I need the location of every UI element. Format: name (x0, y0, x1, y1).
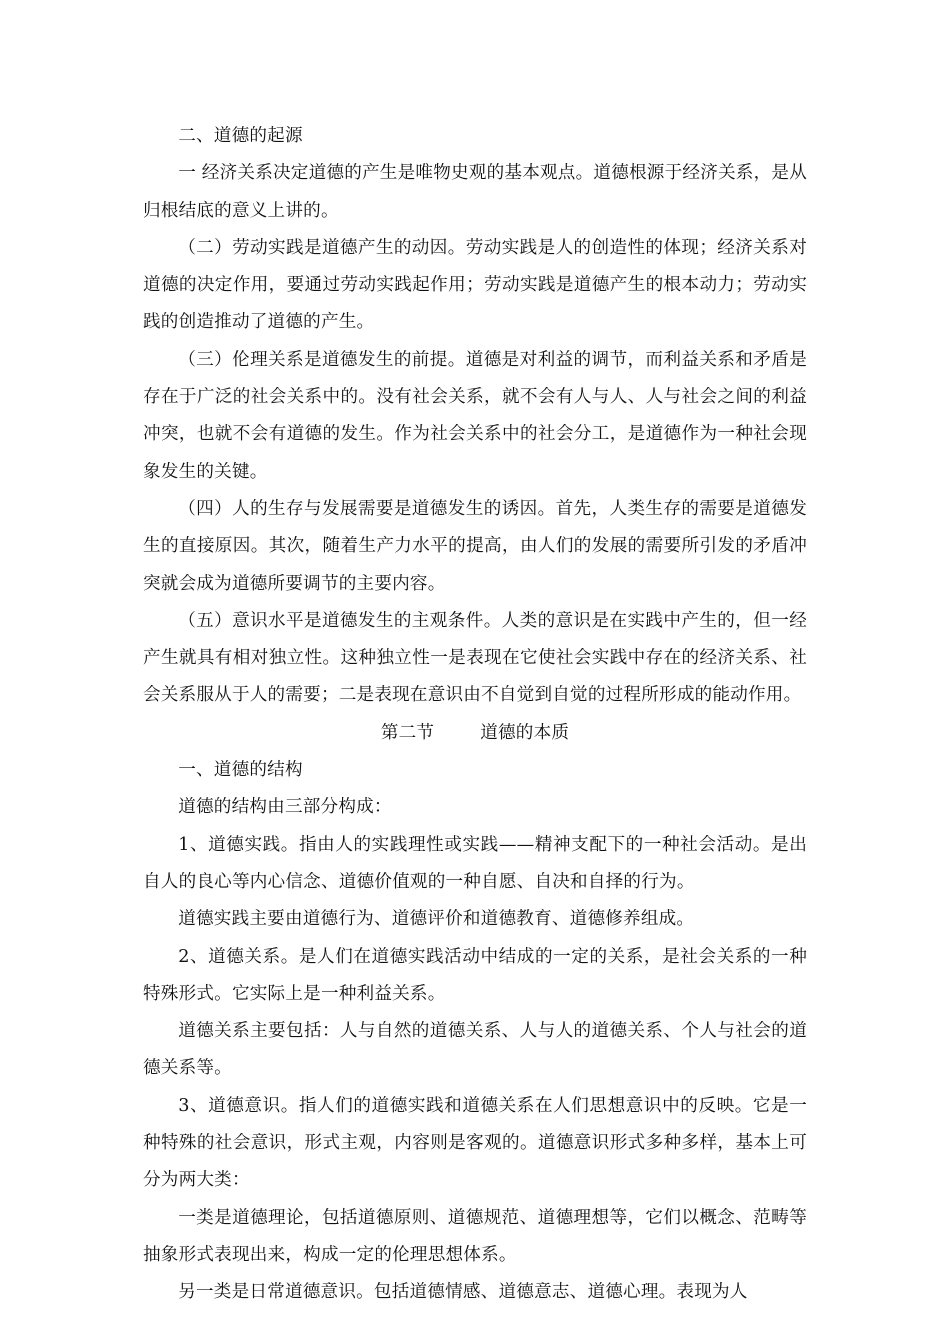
paragraph-moral-relations: 2、道德关系。是人们在道德实践活动中结成的一定的关系，是社会关系的一种特殊形式。它实际上是一种利益关系。 (143, 946, 807, 1004)
paragraph-survival-development: （四）人的生存与发展需要是道德发生的诱因。首先，人类生存的需要是道德发生的直接原因。其次，随着生产力水平的提高，由人们的发展的需要所引发的矛盾冲突就会成为道德所要调节的主要内容。 (143, 498, 807, 594)
paragraph-ethical-relations: （三）伦理关系是道德发生的前提。道德是对利益的调节，而利益关系和矛盾是存在于广泛的社会关系中的。没有社会关系，就不会有人与人、人与社会之间的利益冲突，也就不会有道德的发生。作为社会关系中的社会分工，是道德作为一种社会现象发生的关键。 (143, 349, 807, 482)
paragraph-structure-intro: 道德的结构由三部分构成： (178, 797, 392, 818)
section-title: 道德的本质 (480, 722, 570, 743)
section-number: 第二节 (380, 722, 435, 743)
paragraph-consciousness-level: （五）意识水平是道德发生的主观条件。人类的意识是在实践中产生的，但一经产生就具有相对独立性。这种独立性一是表现在它使社会实践中存在的经济关系、社会关系服从于人的需要；二是表现在意识由不自觉到自觉的过程所形成的能动作用。 (143, 610, 807, 706)
heading-origin-of-morality: 二、道德的起源 (178, 126, 303, 146)
paragraph-economic-relations: 一 经济关系决定道德的产生是唯物史观的基本观点。道德根源于经济关系，是从归根结底的意义上讲的。 (143, 163, 807, 221)
paragraph-daily-moral-consciousness: 另一类是日常道德意识。包括道德情感、道德意志、道德心理。表现为人 (178, 1282, 748, 1303)
paragraph-labor-practice: （二）劳动实践是道德产生的动因。劳动实践是人的创造性的体现；经济关系对道德的决定作用，要通过劳动实践起作用；劳动实践是道德产生的根本动力；劳动实践的创造推动了道德的产生。 (143, 237, 807, 333)
heading-structure-of-morality: 一、道德的结构 (178, 760, 303, 781)
paragraph-moral-theory: 一类是道德理论，包括道德原则、道德规范、道德理想等，它们以概念、范畴等抽象形式表现出来，构成一定的伦理思想体系。 (143, 1207, 807, 1265)
paragraph-moral-consciousness: 3、道德意识。指人们的道德实践和道德关系在人们思想意识中的反映。它是一种特殊的社会意识，形式主观，内容则是客观的。道德意识形式多种多样，基本上可分为两大类： (143, 1095, 807, 1191)
paragraph-moral-relations-types: 道德关系主要包括：人与自然的道德关系、人与人的道德关系、个人与社会的道德关系等。 (143, 1021, 807, 1079)
paragraph-moral-practice-components: 道德实践主要由道德行为、道德评价和道德教育、道德修养组成。 (178, 909, 695, 930)
section-heading (143, 715, 807, 752)
paragraph-moral-practice: 1、道德实践。指由人的实践理性或实践——精神支配下的一种社会活动。是出自人的良心等内心信念、道德价值观的一种自愿、自决和自择的行为。 (143, 834, 807, 892)
